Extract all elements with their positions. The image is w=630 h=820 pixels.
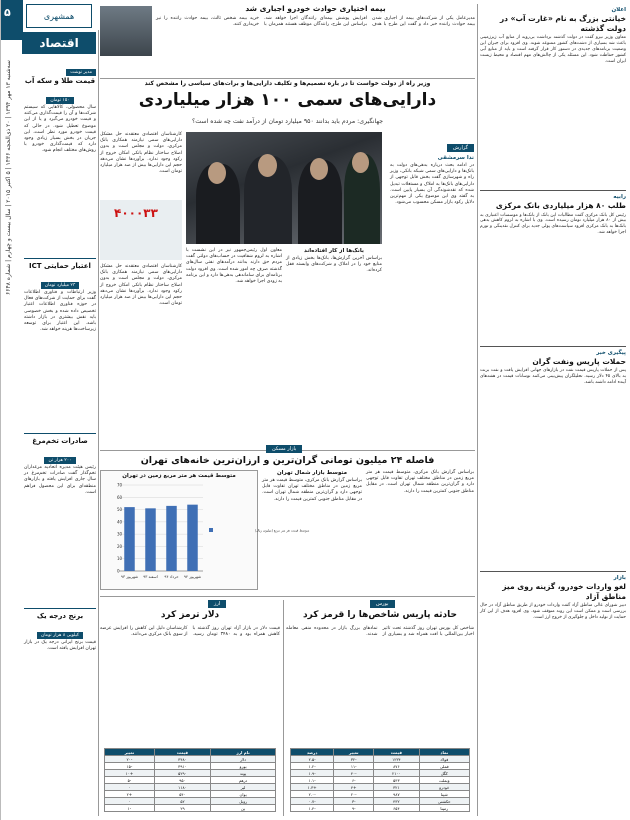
top-story-body: مدیرعامل یکی از شرکت‌های بیمه از اجباری شدن بیمه حوادث راننده خبر داد و گفت این طرح با هدف افزایش پوشش بیمه‌ای رانندگان اجرا خواهد شد. براساس این طرح، رانندگان موظف هستند همزمان با خرید بیمه شخص ثالث، بیمه حوادث راننده را نیز خریداری کنند. [156, 16, 475, 28]
page-number: ۵ [4, 6, 11, 19]
officials-photo [186, 132, 382, 244]
bar [145, 508, 156, 571]
currency-cell: ۱۱۸۰ [154, 784, 210, 791]
big-number: ۴۰۰۰۳۳ [114, 206, 158, 220]
bourse-body: شاخص کل بورس تهران روز گذشته تحت تاثیر اخبار بین‌المللی با افت همراه شد و بسیاری از نمادهای بزرگ بازار در محدوده منفی معامله شدند. [286, 626, 474, 638]
currency-cell: -۱ [105, 805, 155, 812]
right-label-4: بازار [613, 575, 626, 581]
x-tick-label: خرداد ۹۴ [164, 574, 179, 579]
table-row [105, 770, 276, 777]
right-label-3: پیگیری خبر [596, 349, 626, 356]
land-price-chart [100, 470, 310, 590]
page-number-box [1, 0, 23, 40]
main-body-col3-top: کارشناسان اقتصادی معتقدند حل مشکل دارایی‌های سمی نیازمند همکاری بانک مرکزی، دولت و مجلس است و بدون اصلاح ساختار نظام بانکی امکان خروج از رکود وجود ندارد. برآوردها نشان می‌دهد حجم این دارایی‌ها بیش از صد هزار میلیارد تومان است. [100, 132, 182, 175]
currency-cell: +۲ [105, 791, 155, 798]
y-tick-label: 0 [117, 568, 120, 574]
main-body-col1: در ادامه بحث درباره بدهی‌های دولت به بانک‌ها و دارایی‌های سمی شبکه بانکی، وزیر راه و شهرسازی گفت بخش قابل توجهی از دارایی‌های بانک‌ها به املاک و مستغلات تبدیل شده که نقدشوندگی آن بسیار پایین است. به گفته وی این موضوع یکی از مهم‌ترین دلایل رکود بازار مسکن محسوب می‌شود. [390, 163, 474, 206]
legend-label: متوسط قیمت هر متر مربع (میلیون ریال) [255, 528, 310, 533]
bourse-cell: -۶ [334, 777, 374, 784]
currency-cell: -۵ [105, 777, 155, 784]
currency-cell: ۵۲۹۰ [154, 770, 210, 777]
table-row [105, 777, 276, 784]
right-body-1: معاون وزیر نیرو گفت در دولت گذشته برداشت بی‌رویه از منابع آب زیرزمینی باعث شد بسیاری از دشت‌های کشور ممنوعه شوند. وی افزود برای جبران این وضعیت برنامه‌های جدیدی در دستور کار قرار گرفته است و باید از منابع آبی کشور حفاظت شود. این مسئله یکی از چالش‌های مهم اقتصاد و محیط زیست ایران است. [480, 35, 626, 64]
reporter-name: ندا سرمشقی [437, 155, 474, 161]
bourse-cell: -۳۲ [334, 756, 374, 763]
bourse-cell: فملی [419, 763, 469, 770]
right-body-3: پس از حملات پاریس قیمت نفت در بازارهای جهانی افزایش یافت و نفت برنت به بالای ۴۵ دلار رسید. تحلیلگران پیش‌بینی می‌کنند نوسانات قیمت در هفته‌های آینده ادامه داشته باشد. [480, 368, 626, 385]
left-head-4: برنج درجه یک [36, 612, 84, 620]
currency-cell: ۳۹۱۰ [154, 763, 210, 770]
info-box [100, 200, 182, 260]
column-rule [283, 600, 284, 816]
left-column [24, 58, 96, 818]
bourse-table [290, 748, 470, 812]
table-row [291, 798, 470, 805]
bourse-cell: -۲.۵ [291, 756, 334, 763]
divider [24, 258, 96, 259]
section-title: اقتصاد [22, 32, 96, 54]
table-row [105, 805, 276, 812]
top-story-title: بیمه اختیاری حوادث خودرو اجباری شد [245, 4, 386, 13]
y-tick-label: 40 [117, 519, 123, 525]
chart-body-2: براساس گزارش بانک مرکزی، متوسط قیمت هر متر مربع زمین در مناطق مختلف تهران تفاوت قابل توجهی دارد و گران‌ترین منطقه شمال تهران است. در مقابل مناطق جنوبی کمترین قیمت را دارند. [366, 470, 474, 494]
chart-text [262, 470, 362, 588]
sidebar-box-title: بانک‌ها از کار افتاده‌اند [304, 248, 364, 254]
x-tick-label: شهریور ۹۴ [183, 574, 202, 579]
main-subhead: جهانگیری: مردم باید بدانند ۹۵۰ میلیارد تومان از درآمد نفت چه شده است؟ [191, 118, 384, 125]
currency-cell: لیر [211, 784, 276, 791]
divider [480, 346, 626, 347]
currency-cell: دلار [211, 756, 276, 763]
chart-title: متوسط قیمت هر متر مربع زمین در تهران [122, 473, 236, 479]
car-photo [100, 6, 152, 56]
bourse-cell: -۱.۱ [291, 777, 334, 784]
currency-header-cell: قیمت [154, 749, 210, 756]
table-row [291, 791, 470, 798]
right-head-1: خیانتی بزرگ به نام «غارت آب» در دولت گذشته [499, 14, 626, 33]
chart-svg [101, 471, 310, 589]
right-column [480, 4, 626, 816]
bar [166, 506, 177, 571]
chart-section-tab: بازار مسکن [266, 445, 302, 453]
currency-table [104, 748, 276, 812]
bourse-cell: وبملت [419, 777, 469, 784]
report-tab: گزارش [447, 144, 474, 152]
divider [24, 433, 96, 434]
bourse-cell: ۲۱۰۰ [374, 770, 419, 777]
bourse-cell: خودرو [419, 784, 469, 791]
currency-cell: ۵۲ [154, 798, 210, 805]
main-body-col2: معاون اول رئیس‌جمهور نیز در این نشست با اشاره به لزوم شفافیت در حساب‌های دولتی گفت مردم حق دارند بدانند درآمدهای نفتی سال‌های گذشته صرف چه امور شده است. وی افزود دولت برنامه‌ای برای ساماندهی بدهی‌ها دارد و این برنامه به زودی اجرا خواهد شد. [186, 248, 282, 285]
y-tick-label: 60 [117, 494, 123, 500]
right-label-1: اعلان [611, 7, 626, 13]
bourse-headline: حادثه پاریس شاخص‌ها را قرمز کرد [302, 610, 458, 620]
bourse-tab: بورس [370, 600, 395, 608]
table-row [291, 770, 470, 777]
right-head-3: حملات پاریس ونفت گران [532, 356, 626, 366]
divider [480, 190, 626, 191]
bourse-cell: کگل [419, 770, 469, 777]
column-rule [98, 30, 99, 816]
left-head-2-sub: ۲۳ میلیارد تومان [41, 282, 80, 289]
table-row [291, 756, 470, 763]
bourse-header-cell: درصد [291, 749, 334, 756]
y-tick-label: 50 [117, 507, 123, 513]
chart-body: براساس گزارش بانک مرکزی، متوسط قیمت هر متر مربع زمین در مناطق مختلف تهران تفاوت قابل توجهی دارد و گران‌ترین منطقه شمال تهران است. در مقابل مناطق جنوبی کمترین قیمت را دارند. [262, 478, 362, 502]
divider [100, 78, 475, 79]
currency-cell: ۰ [105, 798, 155, 805]
currency-cell: ۲۹ [154, 805, 210, 812]
bourse-cell: -۰.۷ [291, 798, 334, 805]
currency-cell: -۲۰ [105, 756, 155, 763]
bourse-cell: -۱.۹ [291, 770, 334, 777]
newspaper-logo: همشهری [26, 4, 92, 28]
x-tick-label: شهریور ۹۳ [120, 574, 139, 579]
y-tick-label: 20 [117, 543, 123, 549]
currency-cell: پوند [211, 770, 276, 777]
left-head-4-sub: کیلویی ۸ هزار تومان [37, 632, 83, 639]
bourse-cell: +۱.۳ [291, 784, 334, 791]
sidebar-box [286, 248, 382, 446]
table-row [291, 777, 470, 784]
bourse-cell: ۳۲۱ [374, 784, 419, 791]
left-body-2: وزیر ارتباطات و فناوری اطلاعات گفت برای حمایت از شرکت‌های فعال در حوزه فناوری اطلاعات اعتبار تخصیص داده شده و بخش خصوصی باید نقش بیشتری در بازار داشته باشد. این اعتبار برای توسعه زیرساخت‌ها هزینه خواهد شد. [24, 290, 96, 333]
currency-tab: ارز [208, 600, 226, 608]
bar [187, 505, 198, 571]
currency-body: قیمت دلار در بازار آزاد تهران روز گذشته با کاهش همراه بود و به ۳۴۸۰ تومان رسید. کارشناسان دلیل این کاهش را افزایش عرضه از سوی بانک مرکزی می‌دانند. [100, 626, 280, 638]
left-body-3: رئیس هیئت مدیره اتحادیه مرغداران تخم‌گذار گفت صادرات تخم‌مرغ در سال جاری افزایش یافته و بازارهای منطقه‌ای برای این محصول فراهم است. [24, 465, 96, 495]
bourse-header-cell: قیمت [374, 749, 419, 756]
right-head-4: لغو واردات خودرو، گزینه روی میز مناطق آزاد [502, 582, 626, 601]
page-edge-strip [0, 0, 22, 820]
currency-cell: ۳۴۸۰ [154, 756, 210, 763]
currency-cell: روبل [211, 798, 276, 805]
table-row [291, 784, 470, 791]
y-tick-label: 70 [117, 482, 123, 488]
left-head-3-sub: ۲۰۰ هزار تن [44, 457, 75, 464]
main-headline: دارایی‌های سمی ۱۰۰ هزار میلیاردی [138, 90, 437, 110]
right-label-2: رابیه [613, 194, 626, 200]
currency-cell: ۹۵۰ [154, 777, 210, 784]
currency-cell: ۰ [105, 784, 155, 791]
bourse-cell: شپنا [419, 791, 469, 798]
bourse-cell: -۱۱ [334, 763, 374, 770]
left-body-4: قیمت برنج ایرانی درجه یک در بازار تهران افزایش یافته است. [24, 640, 96, 652]
left-head-1-sub: ۱۵۰ تومان [46, 97, 73, 104]
bourse-cell: ۸۷۶ [374, 763, 419, 770]
currency-headline: دلار ترمز کرد [160, 610, 220, 620]
left-body-1: سال محصولی، کالاهایی که سیستم شرکت‌ها و آن را قیمت‌گذاری می‌کنند و قیمت خودرو می‌گیرد و یا از این موضوع تعطیل شود. در حالی که قیمت خودرو مورد نظر است، این جریان در بخش بسیار زیادی وجود دارد که قیمت‌گذاری خودرو با روش‌های مختلف انجام شود. [24, 105, 96, 154]
currency-cell: ین [211, 805, 276, 812]
currency-header-cell: تغییر [105, 749, 155, 756]
right-head-2: طلب ۸۰ هزار میلیاردی بانک مرکزی [495, 201, 626, 210]
bourse-header-cell: تغییر [334, 749, 374, 756]
right-body-4: دبیر شورای عالی مناطق آزاد گفت واردات خودرو از طریق مناطق آزاد در حال بررسی است و ممکن است این روند متوقف شود. وی افزود هدف از این کار حمایت از تولید داخل و جلوگیری از خروج ارز است. [480, 603, 626, 620]
table-row [105, 763, 276, 770]
table-row [105, 798, 276, 805]
left-head-3: صادرات تخم‌مرغ [32, 437, 88, 445]
currency-cell: یوان [211, 791, 276, 798]
table-row [105, 756, 276, 763]
table-row [105, 791, 276, 798]
bourse-cell: -۳ [334, 798, 374, 805]
bourse-cell: ۶۵۴ [374, 805, 419, 812]
currency-header-cell: نام ارز [211, 749, 276, 756]
bourse-cell: -۹ [334, 805, 374, 812]
currency-cell: درهم [211, 777, 276, 784]
chart-subhead: متوسط بازار شمال تهران [276, 470, 348, 476]
bourse-cell: -۲.۰ [291, 791, 334, 798]
table-row [291, 763, 470, 770]
bar [124, 507, 135, 571]
bourse-cell: -۴۰ [334, 770, 374, 777]
table-row [291, 805, 470, 812]
bourse-cell: ۴۳۲ [374, 798, 419, 805]
divider [480, 571, 626, 572]
left-head-1: قیمت طلا و سکه آب [24, 77, 96, 85]
bourse-cell: -۱.۴ [291, 805, 334, 812]
date-line: سه‌شنبه ۱۳ مهر ۱۳۹۴ | ۲۰ ذی‌الحجه ۱۴۳۶ | ۵ اکتبر ۲۰۱۵ | سال بیست و چهارم | شماره ۶۶۴۸ [5, 60, 12, 295]
currency-cell: -۱۵ [105, 763, 155, 770]
main-kicker: وزیر راه از دولت خواست تا در باره تصمیم‌ها و تکلیف دارایی‌ها و برات‌های سیاسی را مشخص کند [144, 80, 431, 87]
bourse-cell: حکشتی [419, 798, 469, 805]
bourse-cell: ۹۸۷ [374, 791, 419, 798]
divider [24, 608, 96, 609]
sidebar-box-body: براساس آخرین گزارش‌ها، بانک‌ها بخش زیادی از منابع خود را در املاک و شرکت‌های وابسته قفل کرده‌اند. [286, 256, 382, 274]
left-kicker: مدیر نوشت [66, 69, 96, 76]
currency-cell: یورو [211, 763, 276, 770]
column-rule [477, 4, 478, 816]
bourse-cell: رمپنا [419, 805, 469, 812]
currency-cell: +۱۰ [105, 770, 155, 777]
legend-swatch [209, 528, 213, 532]
table-row [105, 784, 276, 791]
bourse-cell: -۱.۲ [291, 763, 334, 770]
bourse-cell: ۱۲۳۴ [374, 756, 419, 763]
bourse-cell: +۴ [334, 784, 374, 791]
left-head-2: اعتبار حمایتی ICT [29, 262, 91, 270]
bourse-cell: -۲۰ [334, 791, 374, 798]
y-tick-label: 30 [117, 531, 123, 537]
divider [100, 596, 475, 597]
currency-cell: ۵۴۰ [154, 791, 210, 798]
right-body-2: رئیس کل بانک مرکزی گفت مطالبات این بانک از بانک‌ها و موسسات اعتباری به بیش از ۸۰ هزار میلیارد تومان رسیده است. وی با اشاره به لزوم کاهش بدهی بانک‌ها به بانک مرکزی افزود سیاست‌های پولی جدید برای کنترل نقدینگی و تورم اجرا خواهد شد. [480, 212, 626, 236]
bourse-header-cell: نماد [419, 749, 469, 756]
chart-headline: فاصله ۲۴ میلیون تومانی گران‌ترین و ارزان‌ترین خانه‌های تهران [140, 455, 435, 466]
top-story [100, 4, 475, 79]
x-tick-label: اسفند ۹۳ [143, 574, 158, 579]
reporter-block [390, 134, 474, 463]
bourse-cell: ۵۴۳ [374, 777, 419, 784]
bourse-cell: فولاد [419, 756, 469, 763]
main-body-col4: کارشناسان اقتصادی معتقدند حل مشکل دارایی‌های سمی نیازمند همکاری بانک مرکزی، دولت و مجلس است و بدون اصلاح ساختار نظام بانکی امکان خروج از رکود وجود ندارد. برآوردها نشان می‌دهد حجم این دارایی‌ها بیش از صد هزار میلیارد تومان است. [100, 264, 182, 307]
y-tick-label: 10 [117, 556, 123, 562]
